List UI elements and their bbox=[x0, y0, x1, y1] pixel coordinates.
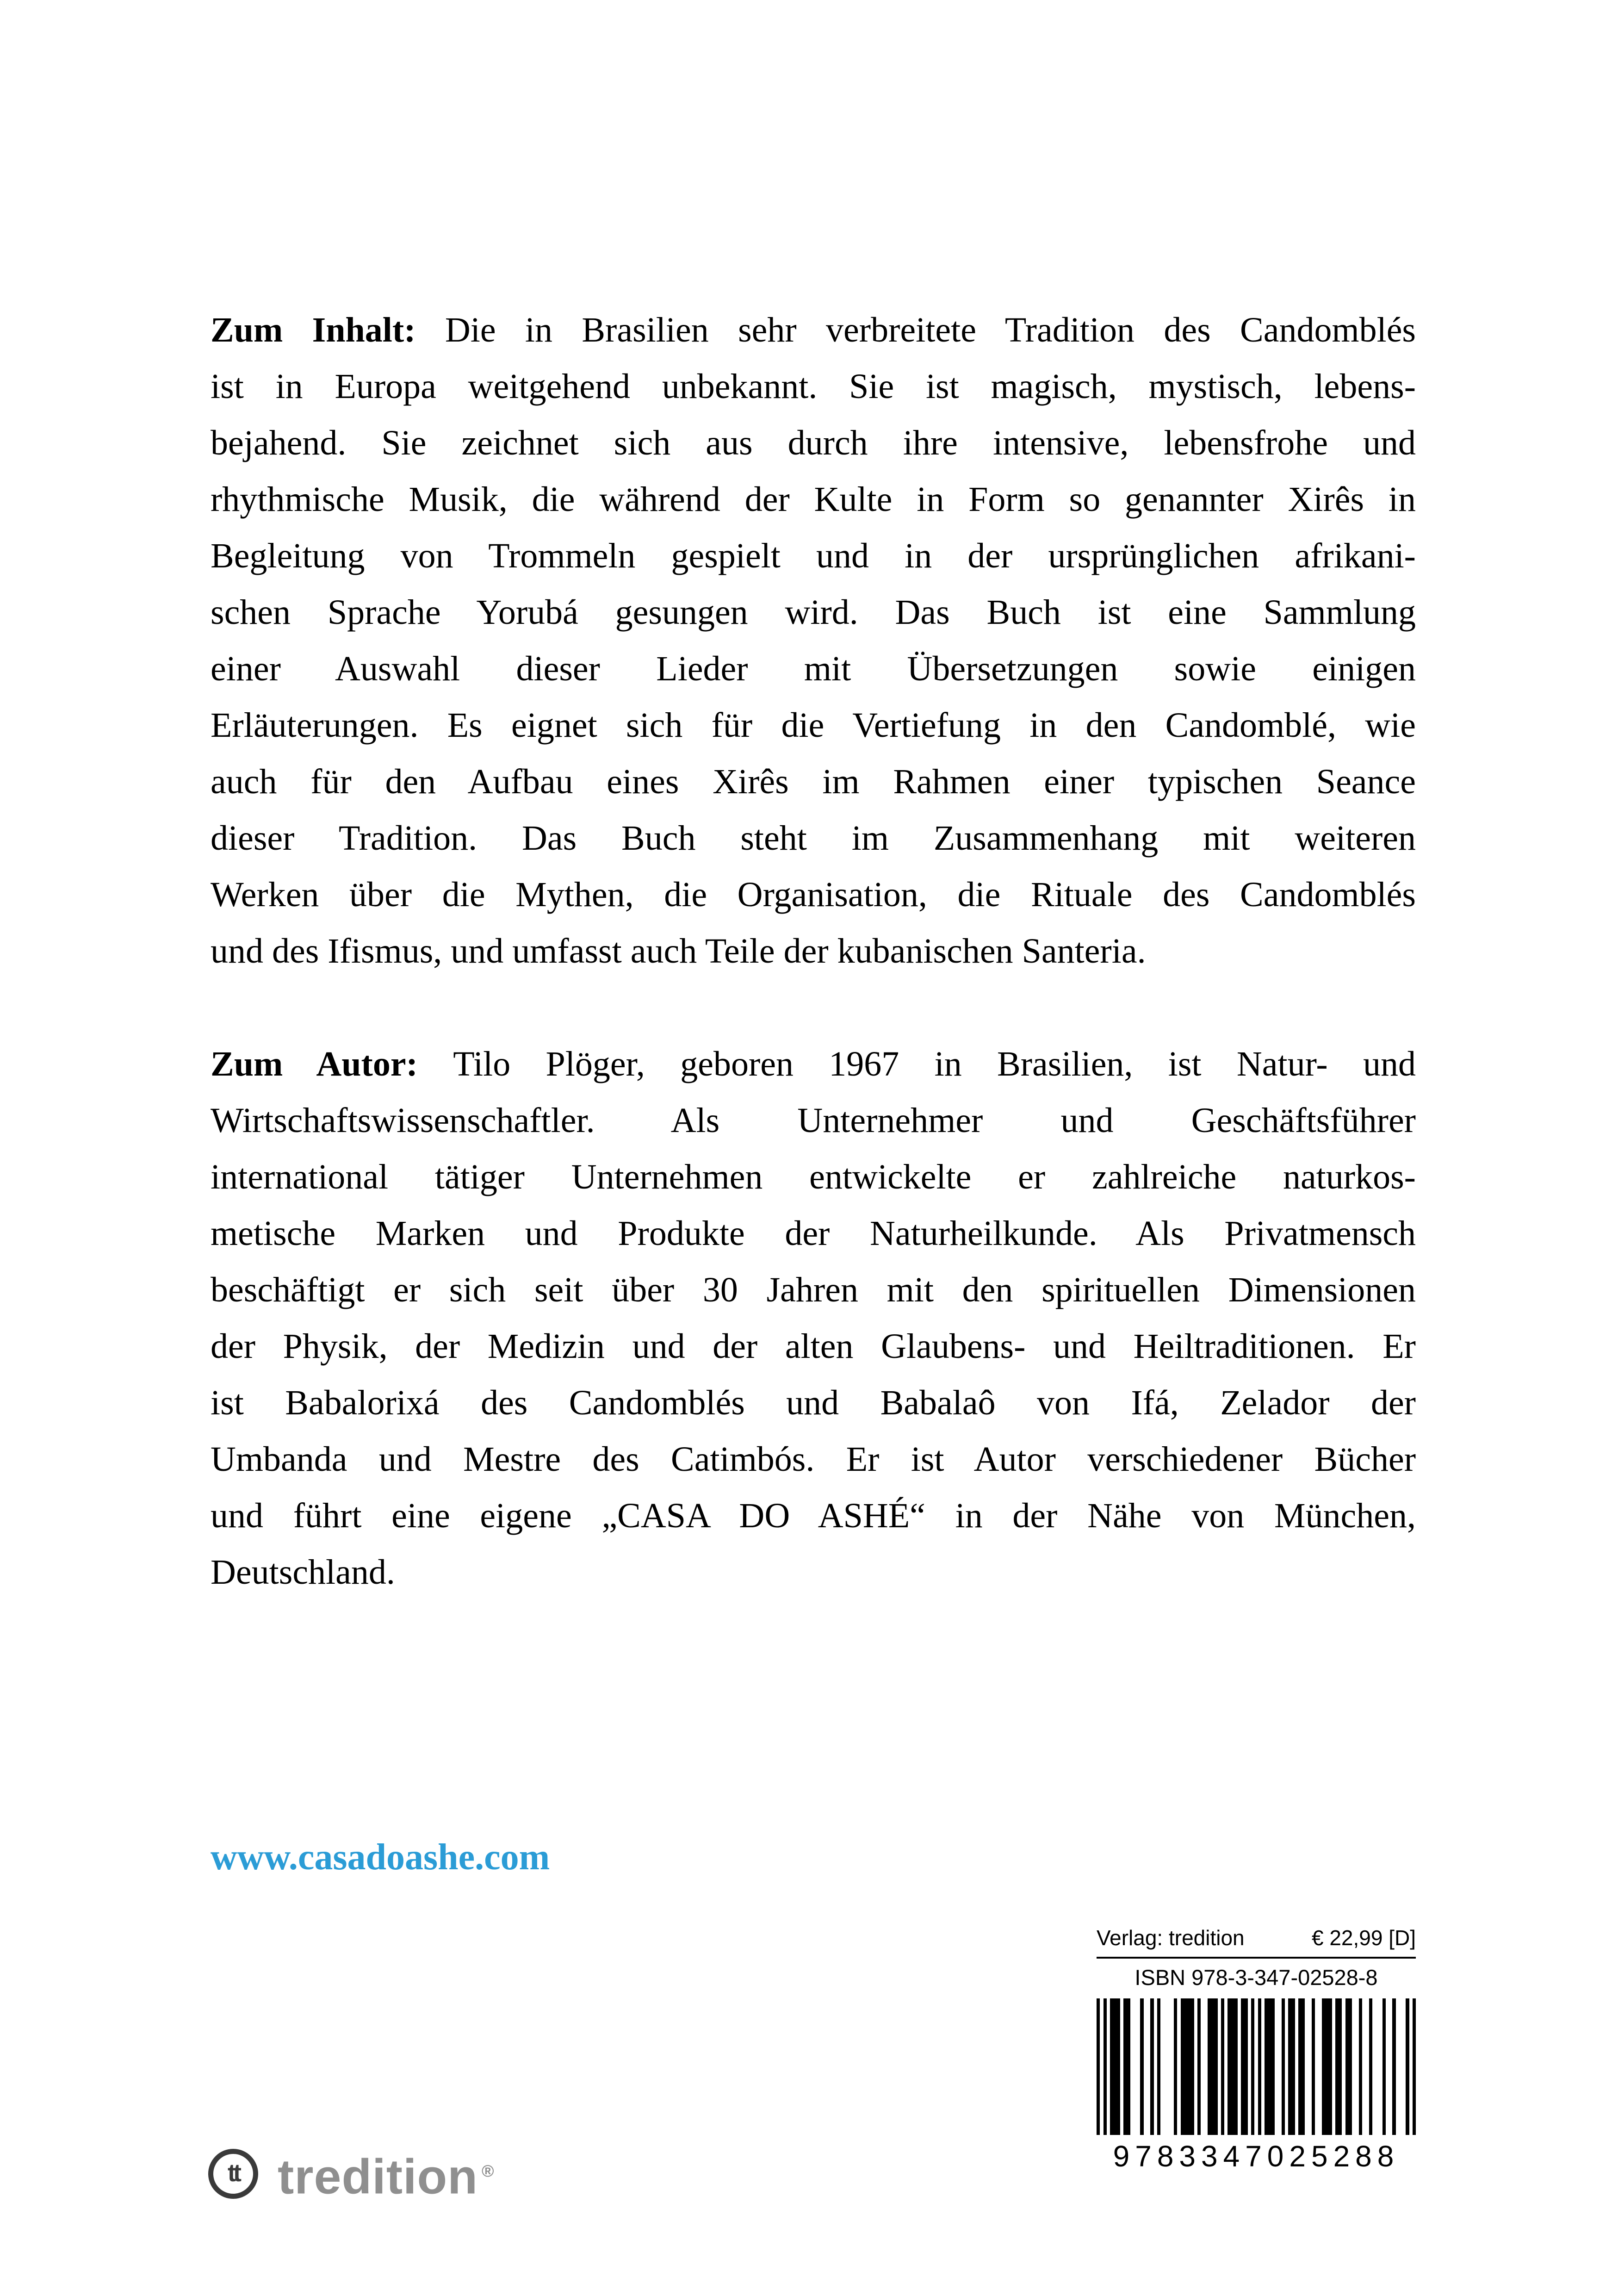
barcode-bar bbox=[1120, 1998, 1123, 2135]
text-line: rhythmische Musik, die während der Kulte in Form so genannter Xirês in bbox=[211, 480, 1416, 519]
barcode-bar bbox=[1285, 1998, 1288, 2135]
text-line: Werken über die Mythen, die Organisation, die Rituale des Candomblés bbox=[211, 875, 1416, 914]
text-line: international tätiger Unternehmen entwickelte er zahlreiche naturkos- bbox=[211, 1157, 1416, 1196]
barcode-bar bbox=[1396, 1998, 1399, 2135]
barcode-bar bbox=[1103, 1998, 1107, 2135]
barcode-digits: 9783347025288 bbox=[1113, 2140, 1400, 2173]
barcode-bar bbox=[1147, 1998, 1150, 2135]
barcode-bar bbox=[1349, 1998, 1352, 2135]
about-content-paragraph bbox=[211, 302, 1416, 979]
barcode-bar bbox=[1204, 1998, 1208, 2135]
barcode-bar bbox=[1127, 1998, 1130, 2135]
barcode-bar bbox=[1302, 1998, 1305, 2135]
barcode-bar bbox=[1245, 1998, 1248, 2135]
barcode-bar bbox=[1288, 1998, 1291, 2135]
text-line: dieser Tradition. Das Buch steht im Zusammenhang mit weiteren bbox=[211, 819, 1416, 858]
barcode-bar bbox=[1181, 1998, 1184, 2135]
barcode-bar bbox=[1113, 1998, 1116, 2135]
barcode-bar bbox=[1261, 1998, 1265, 2135]
text-line: Zum Inhalt: Die in Brasilien sehr verbreitete Tradition des Candomblés bbox=[211, 311, 1416, 349]
barcode-bar bbox=[1144, 1998, 1147, 2135]
barcode-bar bbox=[1227, 1998, 1231, 2135]
barcode-bar bbox=[1123, 1998, 1127, 2135]
text-line: Umbanda und Mestre des Catimbós. Er ist Autor verschiedener Bücher bbox=[211, 1440, 1416, 1479]
barcode-bar bbox=[1305, 1998, 1308, 2135]
publisher-price-row bbox=[1097, 1924, 1416, 1951]
barcode-bar bbox=[1332, 1998, 1335, 2135]
text-line: Begleitung von Trommeln gespielt und in der ursprünglichen afrikani- bbox=[211, 536, 1416, 575]
text-line: bejahend. Sie zeichnet sich aus durch ihre intensive, lebensfrohe und bbox=[211, 423, 1416, 462]
barcode-bar bbox=[1355, 1998, 1358, 2135]
publisher-logo-wordmark: tredition bbox=[278, 2149, 478, 2204]
barcode-bar bbox=[1224, 1998, 1227, 2135]
barcode-bar bbox=[1117, 1998, 1120, 2135]
barcode-bar bbox=[1097, 1998, 1100, 2135]
barcode-bar bbox=[1208, 1998, 1211, 2135]
barcode-bar bbox=[1319, 1998, 1322, 2135]
barcode-bar bbox=[1376, 1998, 1379, 2135]
barcode-bar bbox=[1140, 1998, 1143, 2135]
barcode-bar bbox=[1312, 1998, 1315, 2135]
text-line: und führt eine eigene „CASA DO ASHÉ“ in der Nähe von München, bbox=[211, 1496, 1416, 1535]
barcode-bar bbox=[1167, 1998, 1171, 2135]
barcode-bar bbox=[1154, 1998, 1157, 2135]
text-line: metische Marken und Produkte der Naturheilkunde. Als Privatmensch bbox=[211, 1214, 1416, 1253]
barcode-bar bbox=[1399, 1998, 1402, 2135]
barcode-bar bbox=[1218, 1998, 1221, 2135]
text-line: Deutschland. bbox=[211, 1553, 395, 1592]
barcode-bar bbox=[1308, 1998, 1312, 2135]
barcode-bar bbox=[1211, 1998, 1214, 2135]
text-line: schen Sprache Yorubá gesungen wird. Das Buch ist eine Sammlung bbox=[211, 593, 1416, 632]
barcode-bar bbox=[1379, 1998, 1382, 2135]
barcode-bar bbox=[1177, 1998, 1180, 2135]
barcode-bar bbox=[1409, 1998, 1413, 2135]
barcode-bar bbox=[1406, 1998, 1409, 2135]
barcode-bar bbox=[1254, 1998, 1258, 2135]
barcode-bar bbox=[1345, 1998, 1349, 2135]
barcode-bar bbox=[1251, 1998, 1254, 2135]
barcode-bar bbox=[1201, 1998, 1204, 2135]
text-line: Zum Autor: Tilo Plöger, geboren 1967 in Brasilien, ist Natur- und bbox=[211, 1045, 1416, 1083]
text-line: beschäftigt er sich seit über 30 Jahren mit den spirituellen Dimensionen bbox=[211, 1270, 1416, 1309]
barcode-bar bbox=[1130, 1998, 1134, 2135]
isbn-block bbox=[1097, 1924, 1416, 2173]
price-label: € 22,99 [D] bbox=[1311, 1926, 1416, 1950]
barcode-bar bbox=[1325, 1998, 1328, 2135]
barcode-bar bbox=[1107, 1998, 1110, 2135]
paragraph-lead-label: Zum Inhalt: bbox=[211, 311, 445, 349]
barcode-bar bbox=[1298, 1998, 1302, 2135]
barcode-bar bbox=[1275, 1998, 1278, 2135]
barcode-bar bbox=[1241, 1998, 1244, 2135]
publisher-label: Verlag: tredition bbox=[1097, 1926, 1245, 1950]
barcode-bar bbox=[1157, 1998, 1160, 2135]
barcode-bar bbox=[1265, 1998, 1268, 2135]
text-line: der Physik, der Medizin und der alten Glaubens- und Heiltraditionen. Er bbox=[211, 1327, 1416, 1366]
barcode-bar bbox=[1389, 1998, 1392, 2135]
barcode-bar bbox=[1382, 1998, 1386, 2135]
tredition-circle-icon bbox=[208, 2149, 258, 2199]
text-line: Wirtschaftswissenschaftler. Als Unternehmer und Geschäftsführer bbox=[211, 1101, 1416, 1140]
barcode-bar bbox=[1386, 1998, 1389, 2135]
text-line: und des Ifismus, und umfasst auch Teile der kubanischen Santeria. bbox=[211, 932, 1146, 971]
barcode-bar bbox=[1190, 1998, 1194, 2135]
barcode-bar bbox=[1413, 1998, 1416, 2135]
barcode-bar bbox=[1372, 1998, 1376, 2135]
text-line: einer Auswahl dieser Lieder mit Übersetzungen sowie einigen bbox=[211, 649, 1416, 688]
barcode-bar bbox=[1402, 1998, 1406, 2135]
barcode-bar bbox=[1171, 1998, 1174, 2135]
barcode-bar bbox=[1194, 1998, 1197, 2135]
barcode-bar bbox=[1328, 1998, 1332, 2135]
barcode-bar bbox=[1278, 1998, 1281, 2135]
barcode-bar bbox=[1174, 1998, 1177, 2135]
barcode-bar bbox=[1110, 1998, 1113, 2135]
barcode-bar bbox=[1339, 1998, 1342, 2135]
barcode-bar bbox=[1258, 1998, 1261, 2135]
barcode-bar bbox=[1282, 1998, 1285, 2135]
barcode-bar bbox=[1248, 1998, 1251, 2135]
divider-line bbox=[1097, 1957, 1416, 1959]
website-link[interactable]: www.casadoashe.com bbox=[211, 1837, 550, 1878]
barcode-bar bbox=[1359, 1998, 1362, 2135]
isbn-number-label: ISBN 978-3-347-02528-8 bbox=[1134, 1965, 1378, 1990]
barcode bbox=[1097, 1998, 1416, 2135]
barcode-bar bbox=[1137, 1998, 1140, 2135]
registered-mark: ® bbox=[481, 2161, 495, 2180]
barcode-bar bbox=[1164, 1998, 1167, 2135]
barcode-bar bbox=[1342, 1998, 1345, 2135]
barcode-bar bbox=[1214, 1998, 1217, 2135]
barcode-bar bbox=[1315, 1998, 1318, 2135]
barcode-bar bbox=[1362, 1998, 1365, 2135]
barcode-bar bbox=[1365, 1998, 1369, 2135]
barcode-bar bbox=[1100, 1998, 1103, 2135]
text-line: Erläuterungen. Es eignet sich für die Vertiefung in den Candomblé, wie bbox=[211, 706, 1416, 745]
text-line: auch für den Aufbau eines Xirês im Rahmen einer typischen Seance bbox=[211, 762, 1416, 801]
paragraph-lead-label: Zum Autor: bbox=[211, 1045, 453, 1083]
barcode-bar bbox=[1322, 1998, 1325, 2135]
barcode-bar bbox=[1134, 1998, 1137, 2135]
barcode-bar bbox=[1160, 1998, 1164, 2135]
publisher-logo-text bbox=[278, 2147, 495, 2204]
body-text bbox=[211, 302, 1416, 1600]
about-author-paragraph bbox=[211, 1036, 1416, 1600]
barcode-bar bbox=[1352, 1998, 1355, 2135]
barcode-bar bbox=[1295, 1998, 1298, 2135]
barcode-bar bbox=[1231, 1998, 1234, 2135]
barcode-bar bbox=[1335, 1998, 1339, 2135]
barcode-bar bbox=[1187, 1998, 1190, 2135]
tredition-icon-glyph: tt bbox=[228, 2159, 239, 2187]
barcode-bar bbox=[1268, 1998, 1271, 2135]
barcode-bar bbox=[1271, 1998, 1275, 2135]
publisher-logo bbox=[208, 2147, 495, 2204]
barcode-bar bbox=[1221, 1998, 1224, 2135]
barcode-bar bbox=[1369, 1998, 1372, 2135]
text-line: ist Babalorixá des Candomblés und Babalaô von Ifá, Zelador der bbox=[211, 1383, 1416, 1422]
barcode-bar bbox=[1392, 1998, 1395, 2135]
barcode-bar bbox=[1197, 1998, 1201, 2135]
barcode-bar bbox=[1184, 1998, 1187, 2135]
text-line: ist in Europa weitgehend unbekannt. Sie ist magisch, mystisch, lebens- bbox=[211, 367, 1416, 406]
barcode-bar bbox=[1234, 1998, 1238, 2135]
barcode-bar bbox=[1291, 1998, 1295, 2135]
barcode-bar bbox=[1238, 1998, 1241, 2135]
barcode-bar bbox=[1150, 1998, 1153, 2135]
